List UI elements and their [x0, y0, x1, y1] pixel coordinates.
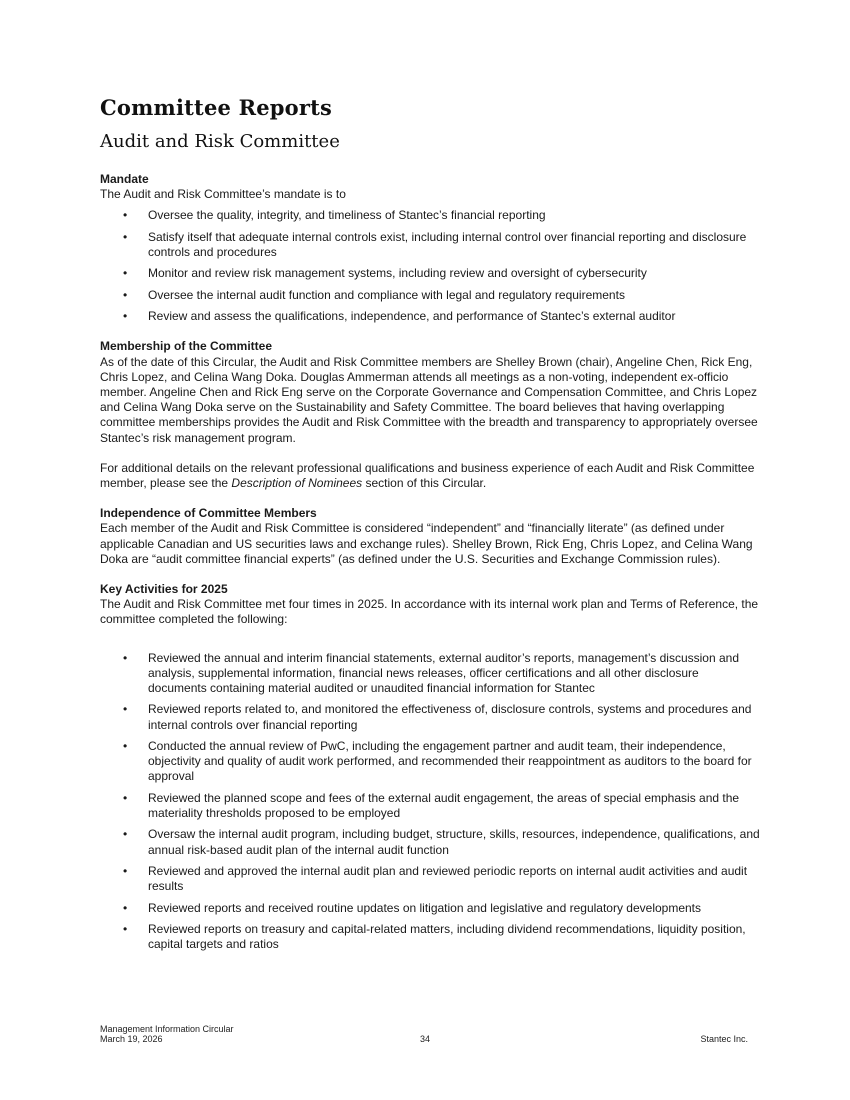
- section-subtitle: Audit and Risk Committee: [100, 131, 340, 152]
- list-item: • Reviewed reports on treasury and capital-related matters, including dividend recommendations, liquidity position, capital targets and ratios: [123, 921, 746, 952]
- footer-left: [100, 1024, 234, 1044]
- activities-section: [100, 582, 760, 952]
- mandate-list: [100, 208, 760, 324]
- list-item: • Reviewed reports related to, and monitored the effectiveness of, disclosure controls, systems and procedures and internal controls over financial reporting: [123, 702, 752, 732]
- list-item: • Reviewed the planned scope and fees of the external audit engagement, the areas of special emphasis and the materiality thresholds proposed to be employed: [123, 790, 740, 821]
- list-item: • Satisfy itself that adequate internal controls exist, including internal control over financial reporting and disclosure controls and procedures: [123, 229, 747, 259]
- list-item: • Oversee the quality, integrity, and timeliness of Stantec’s financial reporting: [123, 208, 546, 223]
- bullet-icon: •: [123, 702, 128, 717]
- list-item: • Reviewed reports and received routine updates on litigation and legislative and regulatory developments: [123, 900, 702, 915]
- list-item: • Oversaw the internal audit program, including budget, structure, skills, resources, independence, qualifications, and annual risk-based audit plan of the internal audit function: [123, 827, 760, 857]
- page-title: Committee Reports: [100, 95, 333, 120]
- membership-paragraph: As of the date of this Circular, the Audit and Risk Committee members are Shelley Brown (chair), Angeline Chen, Rick Eng, Chris Lopez, and Celina Wang Doka. Douglas Ammerman attends all meetings as a non-voting, independent ex-officio member. Angeline Chen and Rick Eng serve on the Corporate Governance and Compensation Committee, and Chris Lopez and Celina Wang Doka serve on the Sustainability and Safety Committee. The board believes that having overlapping committee memberships provides the Audit and Risk Committee with the breadth and transparency to appropriately oversee Stantec’s risk management program.: [100, 354, 758, 445]
- bullet-icon: •: [123, 650, 128, 665]
- bullet-icon: •: [123, 827, 128, 842]
- bullet-icon: •: [123, 900, 128, 915]
- mandate-heading: Mandate: [100, 172, 149, 186]
- bullet-icon: •: [123, 309, 128, 324]
- mandate-section: [100, 172, 760, 324]
- independence-heading: Independence of Committee Members: [100, 506, 317, 521]
- independence-paragraph: Each member of the Audit and Risk Committee is considered “independent” and “financially literate” (as defined under applicable Canadian and US securities laws and exchange rules). Shelley Brown, Rick Eng, Chris Lopez, and Celina Wang Doka are “audit committee financial experts” (as defined under the U.S. Securities and Exchange Commission rules).: [100, 521, 753, 566]
- bullet-icon: •: [123, 739, 128, 754]
- bullet-icon: •: [123, 921, 128, 936]
- activities-intro: The Audit and Risk Committee met four times in 2025. In accordance with its internal work plan and Terms of Reference, the committee completed the following:: [100, 597, 759, 627]
- list-item: • Reviewed the annual and interim financial statements, external auditor’s reports, management’s discussion and analysis, supplemental information, financial news releases, officer certifications and all other disclosure documents containing material audited or unaudited financial information for Stantec: [123, 650, 739, 696]
- membership-heading: Membership of the Committee: [100, 339, 273, 354]
- mandate-intro: The Audit and Risk Committee’s mandate is to: [100, 187, 346, 202]
- list-item: • Conducted the annual review of PwC, including the engagement partner and audit team, their independence, objectivity and quality of audit work performed, and recommended their reappointment as auditors to the board for approval: [123, 739, 752, 784]
- activities-heading: Key Activities for 2025: [100, 582, 228, 597]
- bullet-icon: •: [123, 287, 128, 302]
- bullet-icon: •: [123, 864, 128, 878]
- membership-details-paragraph: For additional details on the relevant professional qualifications and business experience of each Audit and Risk Committee member, please see the Description of Nominees section of this Circular.: [100, 460, 755, 490]
- independence-section: [100, 506, 760, 567]
- list-item: • Reviewed and approved the internal audit plan and reviewed periodic reports on internal audit activities and audit results: [123, 864, 748, 894]
- membership-section: [100, 339, 760, 445]
- page-number: 34: [420, 1034, 431, 1044]
- bullet-icon: •: [123, 790, 128, 805]
- nominees-reference: Description of Nominees: [231, 476, 363, 490]
- membership-details-section: [100, 461, 760, 491]
- bullet-icon: •: [123, 266, 128, 281]
- footer-company: Stantec Inc.: [700, 1034, 748, 1044]
- list-item: • Review and assess the qualifications, independence, and performance of Stantec’s external auditor: [123, 309, 676, 324]
- list-item: • Monitor and review risk management systems, including review and oversight of cybersecurity: [123, 266, 647, 281]
- footer-doc-name: Management Information Circular: [100, 1024, 234, 1034]
- document-body: [100, 172, 760, 959]
- bullet-icon: •: [123, 208, 128, 223]
- bullet-icon: •: [123, 229, 128, 244]
- footer-date: March 19, 2026: [100, 1034, 163, 1044]
- list-item: • Oversee the internal audit function and compliance with legal and regulatory requirements: [123, 287, 625, 302]
- activities-list: [100, 651, 760, 953]
